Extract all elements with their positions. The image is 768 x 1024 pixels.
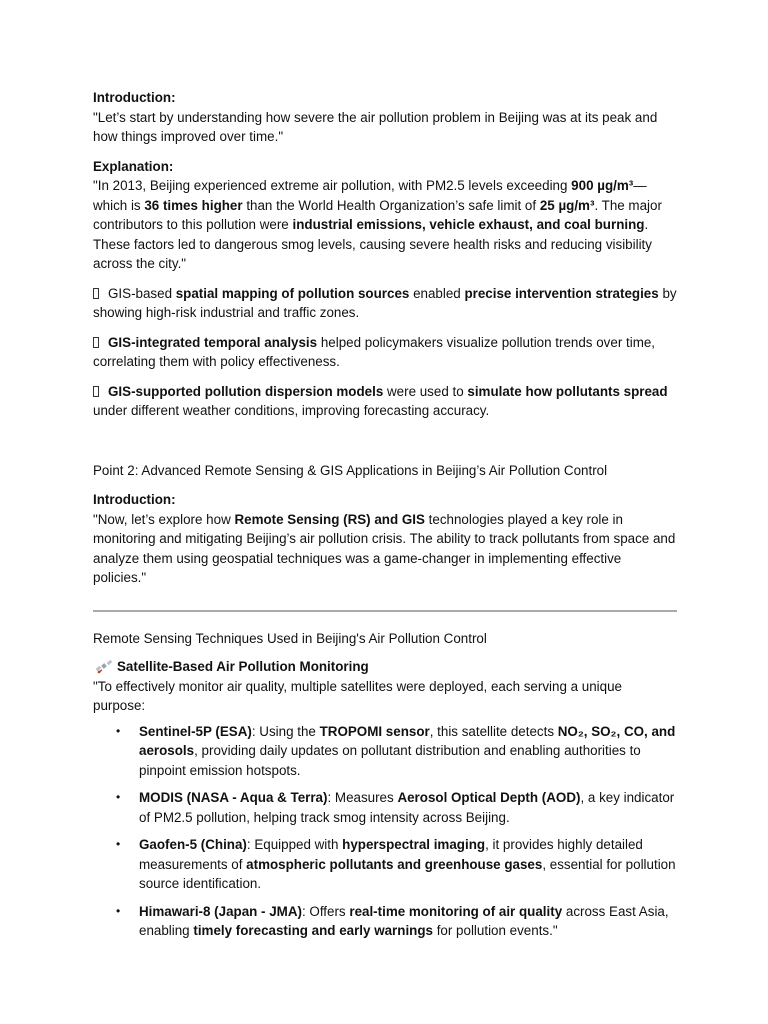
- gis-point: [93, 382, 677, 421]
- point-bold: precise intervention strategies: [464, 285, 659, 301]
- item-text: , it provides highly detailed measurements of: [139, 837, 643, 872]
- point-text: by showing high-risk industrial and traffic zones.: [93, 285, 677, 320]
- explanation-text: . These factors led to dangerous smog levels, causing severe health risks and reducing visibility across the city.": [93, 217, 652, 271]
- bullet: •: [116, 837, 121, 851]
- point-text: helped policymakers visualize pollution trends over time, correlating them with policy effectiveness.: [93, 334, 656, 369]
- rs-subheading: Satellite-Based Air Pollution Monitoring: [117, 659, 369, 674]
- list-item: [93, 835, 677, 894]
- rs-subheading-line: [93, 657, 677, 677]
- point-bold: GIS-supported pollution dispersion models: [108, 383, 384, 399]
- point2-intro: [93, 490, 677, 588]
- point-bold: GIS-integrated temporal analysis: [108, 334, 318, 350]
- point-text: GIS-based: [108, 285, 176, 301]
- list-item: [93, 722, 677, 781]
- bullet: •: [116, 790, 121, 804]
- item-bold: atmospheric pollutants and greenhouse gases: [246, 856, 543, 872]
- document-body: [93, 88, 677, 949]
- list-item: [93, 902, 677, 941]
- item-text: : Equipped with: [246, 837, 343, 852]
- item-text: , this satellite detects: [429, 723, 558, 739]
- item-text: : Using the: [251, 723, 320, 739]
- explanation-text: — which is: [93, 178, 647, 213]
- list-item: [93, 788, 677, 827]
- explanation-text: "In 2013, Beijing experienced extreme air pollution, with PM2.5 levels exceeding: [93, 178, 572, 193]
- satellite-name: MODIS (NASA - Aqua & Terra): [139, 790, 328, 805]
- missing-glyph-icon: [93, 337, 99, 348]
- satellite-list: [93, 722, 677, 941]
- explanation-heading: Explanation:: [93, 158, 174, 174]
- intro-heading: Introduction:: [93, 90, 176, 105]
- item-text: , essential for pollution source identification.: [139, 856, 676, 891]
- intro-section: [93, 88, 677, 147]
- item-bold: timely forecasting and early warnings: [193, 923, 433, 938]
- item-text: , a key indicator of PM2.5 pollution, helping track smog intensity across Beijing.: [139, 790, 675, 825]
- item-text: : Offers: [301, 903, 350, 919]
- explanation-section: [93, 157, 677, 274]
- item-bold: NO₂, SO₂, CO, and aerosols: [139, 723, 676, 758]
- point2-text: "Now, let’s explore how: [93, 511, 235, 527]
- item-bold: Aerosol Optical Depth (AOD): [397, 790, 581, 805]
- missing-glyph-icon: [93, 386, 99, 397]
- explanation-bold: 25 µg/m³: [539, 197, 595, 213]
- missing-glyph-icon: [93, 288, 99, 299]
- point-bold: spatial mapping of pollution sources: [175, 285, 410, 301]
- satellite-name: Himawari-8 (Japan - JMA): [139, 903, 302, 919]
- item-text: : Measures: [327, 790, 398, 805]
- item-text: across East Asia, enabling: [139, 903, 669, 938]
- item-bold: hyperspectral imaging: [342, 837, 486, 852]
- item-text: for pollution events.": [432, 923, 558, 938]
- point2-text: technologies played a key role in monitoring and mitigating Beijing’s air pollution crisis. The ability to track pollutants from space and analyze them using geospatial techniques was a game-changer in implementing effective policies.": [93, 511, 676, 585]
- point-text: under different weather conditions, improving forecasting accuracy.: [93, 403, 490, 418]
- item-text: , providing daily updates on pollutant distribution and enabling authorities to pinpoint emission hotspots.: [139, 743, 641, 778]
- explanation-bold: 900 µg/m³: [571, 178, 634, 193]
- explanation-bold: 36 times higher: [144, 197, 243, 213]
- intro-text: "Let’s start by understanding how severe the air pollution problem in Beijing was at its peak and how things improved over time.": [93, 109, 658, 144]
- satellite-name: Gaofen-5 (China): [139, 837, 247, 852]
- gis-point: [93, 333, 677, 372]
- explanation-bold: industrial emissions, vehicle exhaust, and coal burning: [292, 217, 645, 232]
- explanation-text: than the World Health Organization’s safe limit of: [242, 197, 540, 213]
- point2-intro-heading: Introduction:: [93, 492, 176, 507]
- point-text: enabled: [409, 285, 465, 301]
- gis-point: [93, 284, 677, 323]
- item-bold: TROPOMI sensor: [319, 723, 430, 739]
- item-bold: real-time monitoring of air quality: [349, 903, 563, 919]
- bullet: •: [116, 723, 121, 738]
- point2-bold: Remote Sensing (RS) and GIS: [234, 511, 425, 527]
- point-bold: simulate how pollutants spread: [467, 383, 668, 399]
- point2-title: Point 2: Advanced Remote Sensing & GIS Applications in Beijing’s Air Pollution Control: [93, 462, 608, 478]
- bullet: •: [116, 903, 121, 918]
- satellite-name: Sentinel-5P (ESA): [139, 723, 252, 739]
- horizontal-divider: [93, 610, 677, 612]
- explanation-text: . The major contributors to this pollution were: [93, 197, 662, 232]
- rs-section-title: Remote Sensing Techniques Used in Beijing's Air Pollution Control: [93, 630, 487, 646]
- satellite-icon: [95, 658, 113, 674]
- rs-intro: "To effectively monitor air quality, multiple satellites were deployed, each serving a unique purpose:: [93, 678, 623, 713]
- point-text: were used to: [383, 383, 468, 399]
